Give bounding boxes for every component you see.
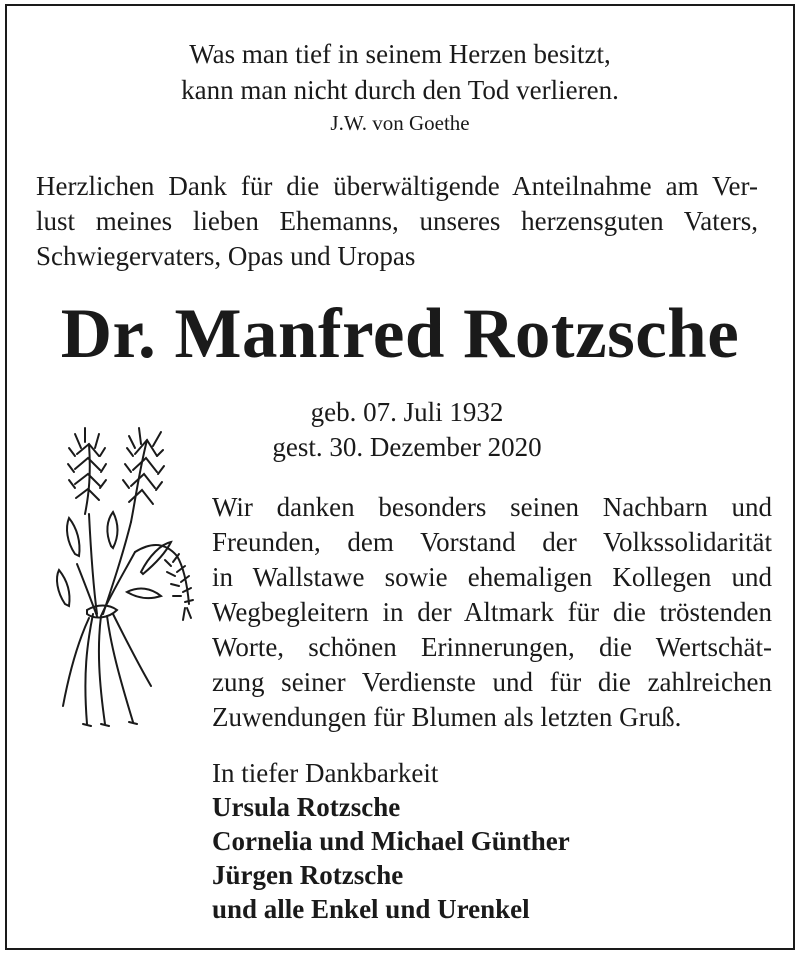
thanks-line-3: Schwiegervaters, Opas und Uropas bbox=[36, 241, 416, 271]
life-dates bbox=[247, 395, 567, 465]
message-line-4: Wegbegleitern in der Altmark für die tröstenden bbox=[212, 597, 772, 627]
death-date: gest. 30. Dezember 2020 bbox=[272, 432, 542, 462]
message-line-3: in Wallstawe sowie ehemaligen Kollegen und bbox=[212, 562, 772, 592]
quote-line-2: kann man nicht durch den Tod verlieren. bbox=[181, 75, 619, 105]
signature-intro: In tiefer Dankbarkeit bbox=[212, 758, 439, 788]
signature-name-2: Cornelia und Michael Günther bbox=[212, 826, 570, 856]
birth-date: geb. 07. Juli 1932 bbox=[310, 397, 504, 427]
goethe-quote bbox=[7, 36, 793, 138]
message-line-2: Freunden, dem Vorstand der Volkssolidarität bbox=[212, 527, 772, 557]
message-line-5: Worte, schönen Erinnerungen, die Wertschät- bbox=[212, 632, 772, 662]
signature-name-4: und alle Enkel und Urenkel bbox=[212, 894, 530, 924]
message-line-6: zung seiner Verdienste und für die zahlreichen bbox=[212, 667, 772, 697]
gratitude-message bbox=[212, 490, 772, 735]
message-line-7: Zuwendungen für Blumen als letzten Gruß. bbox=[212, 702, 682, 732]
message-line-1: Wir danken besonders seinen Nachbarn und bbox=[212, 492, 772, 522]
thanks-line-2: lust meines lieben Ehemanns, unseres herzensguten Vaters, bbox=[36, 206, 758, 236]
signature-name-3: Jürgen Rotzsche bbox=[212, 860, 404, 890]
signature-block bbox=[212, 756, 772, 926]
deceased-name: Dr. Manfred Rotzsche bbox=[60, 295, 740, 373]
thanks-line-1: Herzlichen Dank für die überwältigende Anteilnahme am Ver- bbox=[36, 171, 758, 201]
wheat-bouquet-icon bbox=[47, 424, 207, 734]
quote-author: J.W. von Goethe bbox=[330, 111, 470, 135]
thanks-paragraph bbox=[36, 169, 758, 274]
obituary-notice bbox=[5, 4, 795, 950]
signature-name-1: Ursula Rotzsche bbox=[212, 792, 401, 822]
quote-line-1: Was man tief in seinem Herzen besitzt, bbox=[189, 39, 611, 69]
